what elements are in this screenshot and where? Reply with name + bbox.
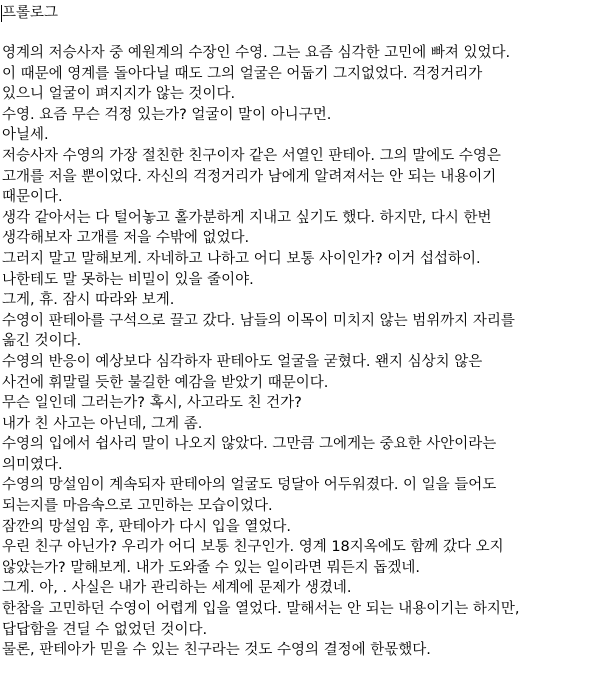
text-line: 옮긴 것이다.: [2, 333, 82, 350]
text-line: 않았는가? 말해보게. 내가 도와줄 수 있는 일이라면 뭐든지 돕겠네.: [2, 559, 420, 576]
text-line: 물론, 판테아가 믿을 수 있는 친구라는 것도 수영의 결정에 한몫했다.: [2, 642, 431, 659]
text-line: 때문이다.: [2, 189, 63, 206]
paragraph: [2, 290, 611, 311]
paragraph: [2, 517, 611, 538]
text-line: 수영이 판테아를 구석으로 끌고 갔다. 남들의 이목이 미치지 않는 범위까지 자리를: [2, 312, 515, 329]
document-body: [2, 43, 611, 661]
text-line: 그러지 말고 말해보게. 자네하고 나하고 어디 보통 사이인가? 이거 섭섭하이.: [2, 250, 481, 267]
paragraph: [2, 105, 611, 126]
paragraph: [2, 208, 611, 249]
text-line: 되는지를 마음속으로 고민하는 모습이었다.: [2, 498, 273, 515]
paragraph: [2, 640, 611, 661]
paragraph: [2, 537, 611, 578]
text-line: 수영. 요즘 무슨 걱정 있는가? 얼굴이 말이 아니구먼.: [2, 106, 332, 123]
paragraph: [2, 352, 611, 393]
paragraph: [2, 434, 611, 475]
text-line: 우린 친구 아닌가? 우리가 어디 보통 친구인가. 영계 18지옥에도 함께 갔다 오지: [2, 539, 504, 556]
paragraph: [2, 578, 611, 599]
paragraph: [2, 599, 611, 640]
text-line: 생각해보자 고개를 저을 수밖에 없었다.: [2, 230, 250, 247]
text-line: 이 때문에 영계를 돌아다닐 때도 그의 얼굴은 어둡기 그지없었다. 걱정거리가: [2, 65, 483, 82]
text-line: 아닐세.: [2, 127, 49, 144]
paragraph: [2, 311, 611, 352]
text-line: 내가 친 사고는 아닌데, 그게 좀.: [2, 415, 203, 432]
paragraph: [2, 475, 611, 516]
text-line: 한참을 고민하던 수영이 어렵게 입을 열었다. 말해서는 안 되는 내용이기는 하지만,: [2, 601, 520, 618]
text-line: 무슨 일인데 그러는가? 혹시, 사고라도 친 건가?: [2, 395, 302, 412]
text-line: 나한테도 말 못하는 비밀이 있을 줄이야.: [2, 271, 254, 288]
text-line: 의미였다.: [2, 456, 63, 473]
text-line: 수영의 망설임이 계속되자 판테아의 얼굴도 덩달아 어두워졌다. 이 일을 들어도: [2, 477, 497, 494]
document-title: 프롤로그: [2, 5, 59, 21]
text-cursor: [1, 5, 2, 22]
text-line: 그게. 아, . 사실은 내가 관리하는 세계에 문제가 생겼네.: [2, 580, 352, 597]
text-line: 생각 같아서는 다 털어놓고 홀가분하게 지내고 싶기도 했다. 하지만, 다시 한번: [2, 209, 492, 226]
text-line: 사건에 휘말릴 듯한 불길한 예감을 받았기 때문이다.: [2, 374, 329, 391]
text-line: 잠깐의 망설임 후, 판테아가 다시 입을 열었다.: [2, 518, 291, 535]
text-line: 답답함을 견딜 수 없었던 것이다.: [2, 621, 208, 638]
blank-line: [2, 22, 611, 43]
paragraph: [2, 249, 611, 290]
text-line: 영계의 저승사자 중 예원계의 수장인 수영. 그는 요즘 심각한 고민에 빠져 있었다.: [2, 45, 511, 61]
paragraph: [2, 146, 611, 208]
text-line: 고개를 저을 뿐이었다. 자신의 걱정거리가 남에게 알려져서는 안 되는 내용이기: [2, 168, 497, 185]
text-line: 수영의 입에서 쉽사리 말이 나오지 않았다. 그만큼 그에게는 중요한 사안이라는: [2, 436, 497, 453]
text-line: 저승사자 수영의 가장 절친한 친구이자 같은 서열인 판테아. 그의 말에도 수영은: [2, 147, 501, 164]
paragraph: [2, 414, 611, 435]
paragraph: [2, 393, 611, 414]
paragraph: [2, 125, 611, 146]
text-line: 수영의 반응이 예상보다 심각하자 판테아도 얼굴을 굳혔다. 왠지 심상치 않은: [2, 353, 483, 370]
paragraph: [2, 43, 611, 105]
text-line: 그게, 휴. 잠시 따라와 보게.: [2, 292, 175, 309]
text-line: 있으니 얼굴이 펴지지가 않는 것이다.: [2, 86, 236, 103]
